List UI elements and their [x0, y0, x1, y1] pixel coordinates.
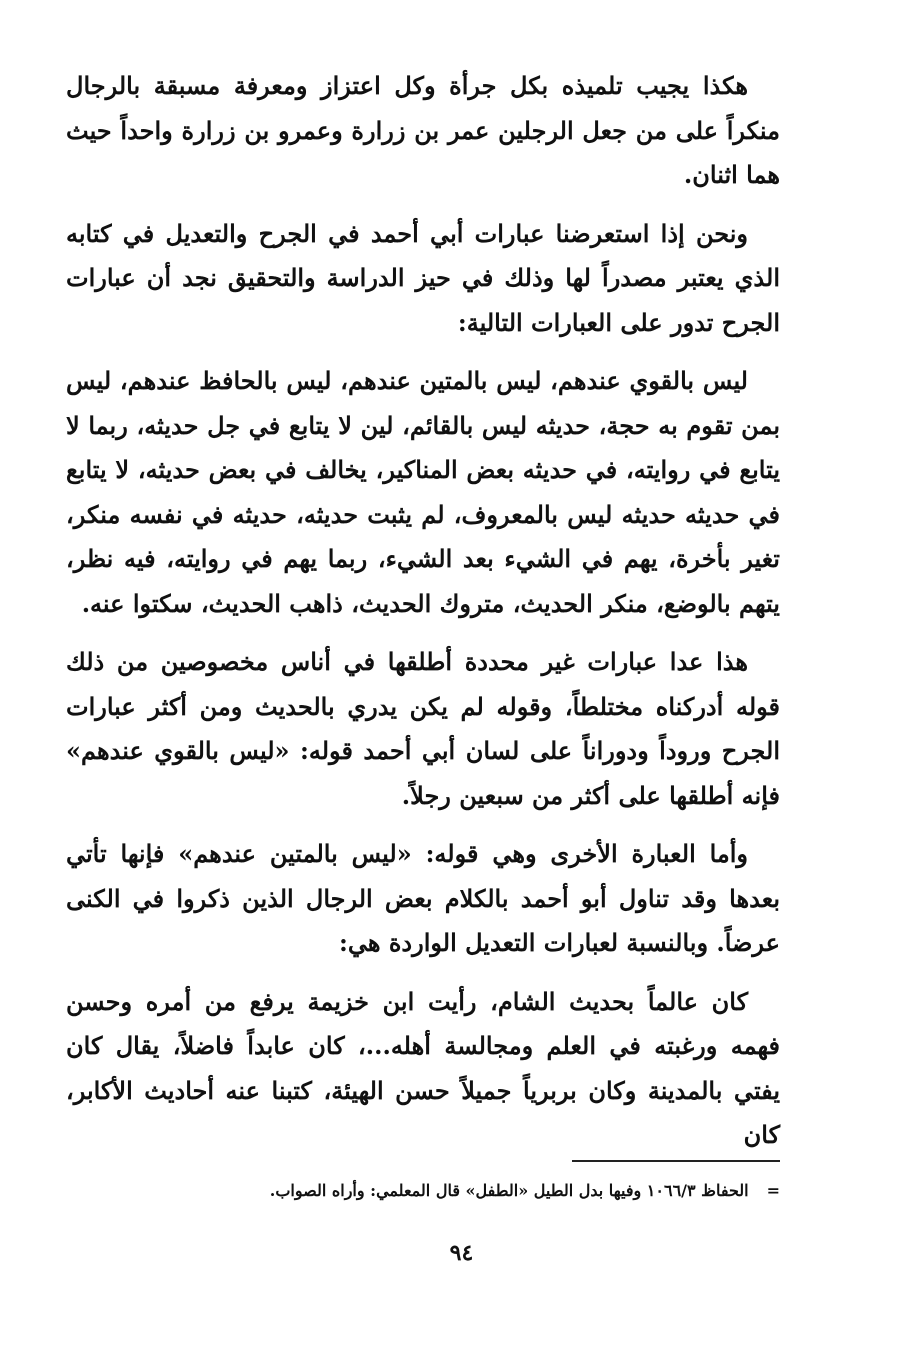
footnote — [66, 1178, 780, 1204]
page-number: ٩٤ — [449, 1240, 474, 1266]
paragraph-4: هذا عدا عبارات غير محددة أطلقها في أناس مخصوصين من ذلك قوله أدركناه مختلطاً، وقوله لم يكن يدري بالحديث ومن أكثر عبارات الجرح وروداً ودوراناً على لسان أبي أحمد قوله: «ليس بالقوي عندهم» فإنه أطلقها على أكثر من سبعين رجلاً. — [66, 647, 781, 810]
paragraph-1: هكذا يجيب تلميذه بكل جرأة وكل اعتزاز ومعرفة مسبقة بالرجال منكراً على من جعل الرجلين عمر بن زرارة وعمرو بن زرارة واحداً حيث هما اثنان. — [66, 71, 780, 189]
paragraph-2: ونحن إذا استعرضنا عبارات أبي أحمد في الجرح والتعديل في كتابه الذي يعتبر مصدراً لها وذلك في حيز الدراسة والتحقيق نجد أن عبارات الجرح تدور على العبارات التالية: — [66, 218, 780, 337]
paragraph-5: وأما العبارة الأخرى وهي قوله: «ليس بالمتين عندهم» فإنها تأتي بعدها وقد تناول أبو أحمد بالكلام بعض الرجال الذين ذكروا في الكنى عرضاً. وبالنسبة لعبارات التعديل الواردة هي: — [66, 839, 780, 957]
paragraph-6: كان عالماً بحديث الشام، رأيت ابن خزيمة يرفع من أمره وحسن فهمه ورغبته في العلم ومجالسة أهله...، كان عابداً فاضلاً، يقال كان يفتي بالمدينة وكان بربرياً جميلاً حسن الهيئة، كتبنا عنه أحاديث الأكابر، كان — [66, 986, 781, 1149]
footnote-marker: = — [766, 1181, 780, 1200]
footnote-text: الحفاظ ١٠٦٦/٣ وفيها بدل الطيل «الطفل» قال المعلمي: وأراه الصواب. — [269, 1181, 749, 1200]
footnote-divider — [572, 1160, 780, 1162]
main-text — [66, 64, 780, 1170]
paragraph-3: ليس بالقوي عندهم، ليس بالمتين عندهم، ليس بالحافظ عندهم، ليس بمن تقوم به حجة، حديثه ليس بالقائم، لين لا يتابع في جل حديثه، ربما لا يتابع في روايته، في حديثه بعض المناكير، يخالف في بعض حديثه، لا يتابع في حديثه حديثه ليس بالمعروف، لم يثبت حديثه، حديثه في نفسه منكر، تغير بأخرة، يهم في الشيء بعد الشيء، ربما يهم في روايته، فيه نظر، يتهم بالوضع، منكر الحديث، متروك الحديث، ذاهب الحديث، سكتوا عنه. — [66, 366, 780, 618]
